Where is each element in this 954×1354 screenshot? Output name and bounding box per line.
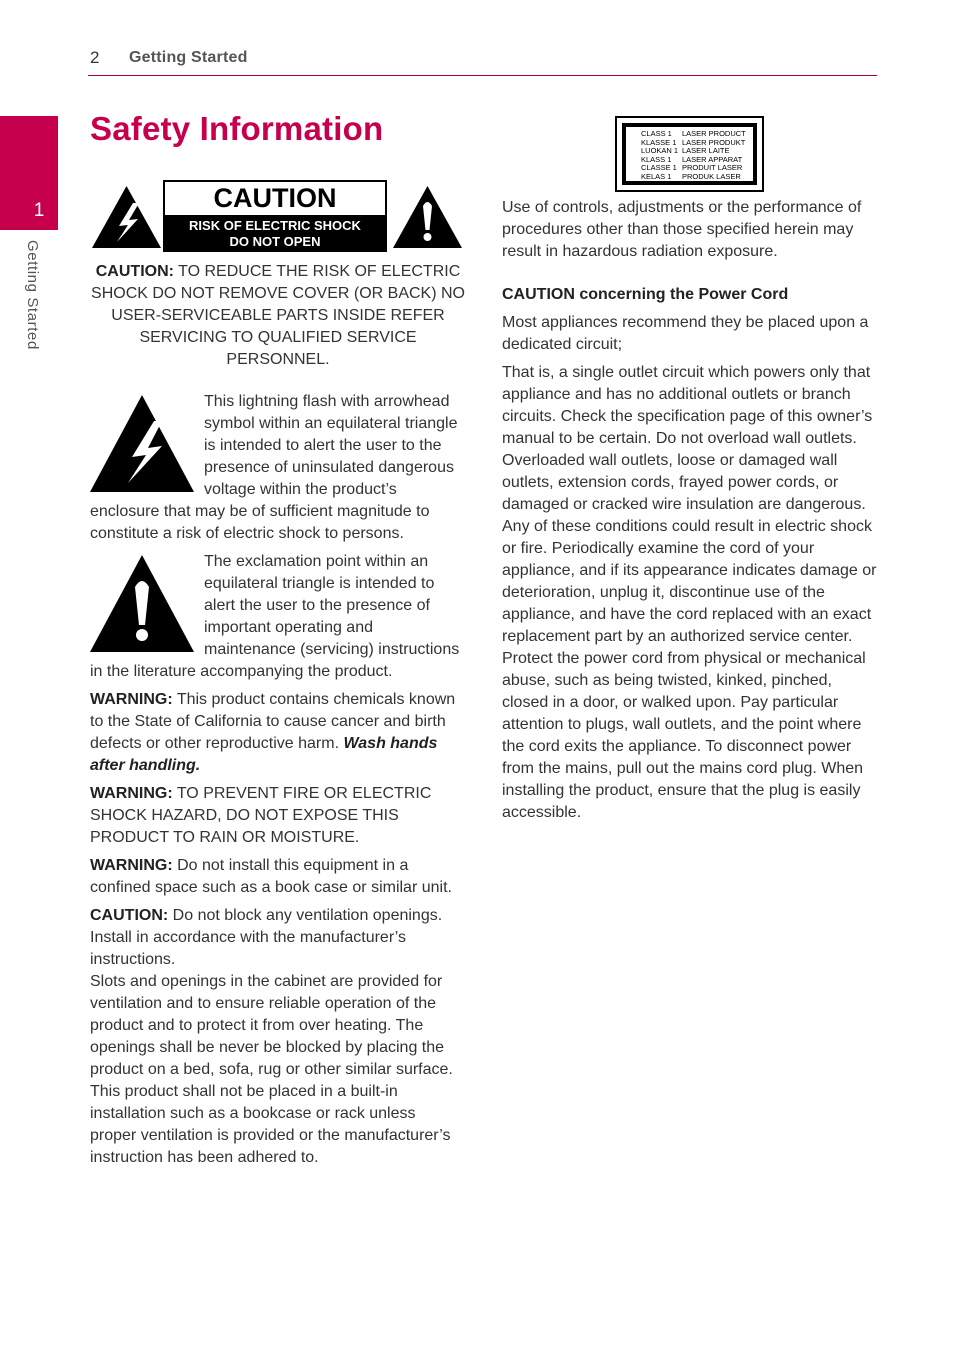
right-column [502, 197, 880, 824]
laser-class: CLASSE 1 [641, 163, 677, 173]
laser-product: LASER PRODUKT [682, 137, 746, 147]
laser-class: KLASSE 1 [641, 137, 677, 147]
laser-product: PRODUIT LASER [682, 163, 743, 173]
exclamation-triangle-icon [393, 186, 462, 248]
laser-label-inner [622, 123, 757, 185]
caution-text: TO REDUCE THE RISK OF ELECTRIC SHOCK DO NOT REMOVE COVER (OR BACK) NO USER-SERVICEABLE PARTS INSIDE REFER SERVICING TO QUALIFIED SERVICE PERSONNEL. [91, 263, 465, 368]
warning-lead: WARNING: [90, 857, 173, 874]
page-title: Safety Information [90, 110, 384, 147]
warning-emphasis: Wash hands after handling. [90, 735, 438, 774]
caution-line2: DO NOT OPEN [229, 234, 321, 249]
power-cord-heading: CAUTION concerning the Power Cord [502, 286, 789, 303]
warning-text: This product contains chemicals known to the State of California to cause cancer and birth defects or other reproductive harm. [90, 691, 456, 752]
laser-row [641, 173, 749, 182]
laser-product: PRODUK LASER [682, 171, 741, 181]
warning-confined [90, 855, 466, 899]
caution-heading: CAUTION [213, 183, 337, 213]
caution-ventilation [90, 905, 466, 971]
laser-class: LUOKAN 1 [641, 146, 679, 156]
caution-subtext [165, 215, 385, 250]
caution-paragraph [90, 261, 466, 371]
exclamation-triangle-icon [90, 555, 194, 652]
caution-label [163, 180, 387, 252]
slots-paragraph: Slots and openings in the cabinet are provided for ventilation and to ensure reliable operation of the product and to protect it from over heating. The openings shall be never be blocked by placing the product on a bed, sofa, rug or other similar surface. This product shall not be placed in a built-in installation such as a bookcase or rack unless proper ventilation is provided or the manufacturer’s instruction has been adhered to. [90, 973, 453, 1166]
laser-class: CLASS 1 [641, 129, 672, 138]
chapter-tab [0, 116, 58, 230]
laser-class-label [615, 116, 764, 192]
chapter-label: Getting Started [24, 240, 41, 350]
lightning-text: This lightning flash with arrowhead symbol within an equilateral triangle is intended to alert the user to the presence of uninsulated dangerous voltage within the product’s enclosure that may be of sufficient magnitude to constitute a risk of electric shock to persons. [90, 393, 458, 542]
warning-lead: WARNING: [90, 691, 173, 708]
warning-text: TO PREVENT FIRE OR ELECTRIC SHOCK HAZARD, DO NOT EXPOSE THIS PRODUCT TO RAIN OR MOISTURE. [90, 785, 432, 846]
warning-text: Do not install this equipment in a confined space such as a book case or similar unit. [90, 857, 452, 896]
laser-product: LASER APPARAT [682, 154, 743, 164]
laser-product: LASER PRODUCT [682, 129, 746, 138]
caution-lead: CAUTION: [95, 263, 174, 280]
warning-moisture [90, 783, 466, 849]
laser-class: KELAS 1 [641, 171, 672, 181]
laser-warning-text: Use of controls, adjustments or the performance of procedures other than those specified herein may result in hazardous radiation exposure. [502, 199, 862, 260]
caution-lead: CAUTION: [90, 907, 169, 924]
laser-class: KLASS 1 [641, 154, 672, 164]
chapter-number: 1 [33, 200, 45, 221]
laser-product: LASER LAITE [682, 146, 730, 156]
warning-lead: WARNING: [90, 785, 173, 802]
lightning-explanation [90, 391, 466, 545]
lightning-triangle-icon [92, 186, 161, 248]
caution-text: Do not block any ventilation openings. Install in accordance with the manufacturer’s instructions. [90, 907, 443, 968]
warning-california [90, 689, 466, 777]
caution-line1: RISK OF ELECTRIC SHOCK [189, 218, 361, 233]
caution-banner [92, 180, 462, 254]
page-number: 2 [90, 48, 100, 67]
lightning-triangle-icon [90, 395, 194, 492]
exclamation-explanation [90, 551, 466, 683]
exclamation-text: The exclamation point within an equilateral triangle is intended to alert the user to the presence of important operating and maintenance (servicing) instructions in the literature accompanying the product. [90, 553, 460, 680]
power-cord-paragraph-1: Most appliances recommend they be placed upon a dedicated circuit; [502, 314, 869, 353]
power-cord-paragraph-2: That is, a single outlet circuit which powers only that appliance and has no additional outlets or branch circuits. Check the specification page of this owner’s manual to be certain. Do not overload wall outlets. Overloaded wall outlets, loose or damaged wall outlets, extension cords, frayed power cords, or damaged or cracked wire insulation are dangerous. Any of these conditions could result in electric shock or fire. Periodically examine the cord of your appliance, and if its appearance indicates damage or deterioration, unplug it, discontinue use of the appliance, and have the cord replaced with an exact replacement part by an authorized service center. Protect the power cord from physical or mechanical abuse, such as being twisted, kinked, pinched, closed in a door, or walked upon. Pay particular attention to plugs, wall outlets, and the point where the cord exits the appliance. To disconnect power from the mains, pull out the mains cord plug. When installing the product, ensure that the plug is easily accessible. [502, 364, 877, 821]
section-header: Getting Started [129, 49, 248, 66]
left-column [90, 261, 466, 1169]
header-divider [88, 75, 877, 76]
